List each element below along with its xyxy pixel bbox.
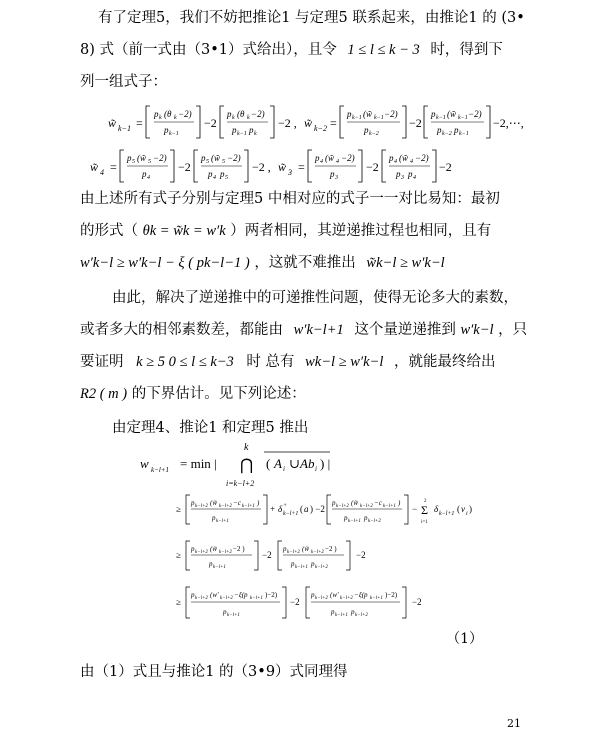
svg-text:3: 3 bbox=[335, 175, 338, 181]
svg-text:4: 4 bbox=[100, 168, 104, 177]
svg-text:k: k bbox=[254, 131, 257, 137]
svg-text:p: p bbox=[142, 169, 147, 179]
svg-text:k−l+1: k−l+1 bbox=[227, 613, 240, 618]
svg-text:p: p bbox=[127, 153, 132, 163]
svg-text:(: ( bbox=[266, 456, 271, 471]
text-line-11 bbox=[80, 352, 495, 372]
svg-text:−2: −2 bbox=[204, 116, 217, 130]
svg-text:p: p bbox=[232, 125, 237, 135]
svg-text:4: 4 bbox=[394, 159, 397, 165]
svg-text:(w̃: (w̃ bbox=[211, 153, 220, 163]
svg-text:−2): −2) bbox=[468, 109, 482, 119]
svg-text:k−l+2: k−l+2 bbox=[195, 550, 208, 555]
svg-text:k−l+1: k−l+1 bbox=[383, 504, 396, 509]
inline-math-w-ineq: wk−l ≥ w′k−l bbox=[305, 354, 384, 370]
svg-text:Ab: Ab bbox=[300, 456, 315, 471]
svg-text:k−l+2: k−l+2 bbox=[336, 504, 349, 509]
inline-math-w-prime-2: w′k−l bbox=[460, 322, 494, 338]
formula-row-1 bbox=[108, 100, 528, 144]
svg-text:(θ: (θ bbox=[164, 109, 172, 119]
svg-text:p: p bbox=[437, 125, 442, 135]
svg-text:k−l+1: k−l+1 bbox=[335, 613, 348, 618]
svg-text:−2 ,: −2 , bbox=[278, 116, 297, 130]
svg-text:3: 3 bbox=[401, 175, 404, 181]
text-line-7 bbox=[80, 221, 491, 241]
svg-text:k−l+1: k−l+1 bbox=[213, 565, 226, 570]
text-line-13: 由定理4、推论1 和定理5 推出 bbox=[112, 420, 309, 436]
svg-text:a: a bbox=[304, 504, 309, 514]
svg-text:−2: −2 bbox=[412, 597, 422, 607]
svg-text:p: p bbox=[209, 560, 213, 568]
svg-text:k−1: k−1 bbox=[352, 115, 362, 121]
text-line-6: 由上述所有式子分别与定理5 中相对应的式子一一对比易知：最初 bbox=[80, 191, 500, 207]
svg-text:(w̃: (w̃ bbox=[325, 153, 334, 163]
text-line-11-c: ，就能最终给出 bbox=[393, 354, 496, 370]
svg-text:4: 4 bbox=[336, 159, 339, 165]
svg-text:k−1: k−1 bbox=[237, 131, 247, 137]
svg-text:p: p bbox=[164, 125, 169, 135]
formula-inequality-3 bbox=[176, 584, 476, 622]
svg-text:−2: −2 bbox=[366, 160, 379, 174]
svg-text:k−1: k−1 bbox=[459, 131, 469, 137]
svg-text:k−2: k−2 bbox=[369, 131, 379, 137]
svg-text:k−l+2: k−l+2 bbox=[287, 550, 300, 555]
svg-text:(w̃: (w̃ bbox=[302, 545, 309, 553]
svg-text:k: k bbox=[247, 115, 250, 121]
svg-text:= min |: = min | bbox=[180, 456, 217, 471]
svg-text:−2): −2) bbox=[227, 153, 241, 163]
svg-text:(w̃: (w̃ bbox=[447, 109, 456, 119]
svg-text:k−l+1: k−l+1 bbox=[151, 466, 169, 474]
svg-text:k−l+2: k−l+2 bbox=[195, 596, 208, 601]
svg-text:=: = bbox=[330, 116, 337, 130]
svg-text:−ξ(p: −ξ(p bbox=[234, 591, 248, 599]
svg-text:δ: δ bbox=[278, 504, 283, 514]
svg-text:≥: ≥ bbox=[176, 504, 181, 514]
svg-text:=: = bbox=[110, 160, 117, 174]
equation-number: （1） bbox=[446, 631, 483, 647]
svg-text:−2: −2 bbox=[439, 160, 452, 174]
svg-text:k−1: k−1 bbox=[374, 115, 384, 121]
svg-text:p: p bbox=[191, 545, 195, 553]
svg-text:k−1: k−1 bbox=[458, 115, 468, 121]
svg-text:δ: δ bbox=[434, 504, 439, 514]
svg-text:i=k−l+2: i=k−l+2 bbox=[226, 479, 255, 488]
svg-text:k−l+1: k−l+1 bbox=[370, 596, 383, 601]
svg-text:2: 2 bbox=[424, 499, 427, 504]
svg-text:w: w bbox=[140, 456, 149, 471]
svg-text:p: p bbox=[347, 109, 352, 119]
text-line-8-a: ，这就不难推出 bbox=[254, 255, 356, 271]
svg-text:k−l+2: k−l+2 bbox=[311, 550, 324, 555]
inline-math-w-prime: w′k−l+1 bbox=[293, 322, 344, 338]
text-line-14: 由（1）式且与推论1 的（3•9）式同理得 bbox=[80, 664, 348, 680]
svg-text:p: p bbox=[330, 169, 335, 179]
text-line-2-b: 时，得到下 bbox=[430, 42, 503, 58]
svg-text:p: p bbox=[249, 125, 254, 135]
text-line-10-b: 这个量逆递推到 bbox=[354, 322, 456, 338]
svg-text:) |: ) | bbox=[320, 456, 331, 471]
svg-text:p: p bbox=[201, 153, 206, 163]
svg-text:): ) bbox=[398, 499, 401, 507]
svg-text:p: p bbox=[332, 499, 336, 507]
svg-text:−2): −2) bbox=[415, 153, 429, 163]
svg-text:) −2: ) −2 bbox=[310, 504, 325, 514]
svg-text:≥: ≥ bbox=[176, 550, 181, 560]
svg-text:5: 5 bbox=[206, 159, 209, 165]
svg-text:k−l+2: k−l+2 bbox=[340, 596, 353, 601]
svg-text:k−l+2: k−l+2 bbox=[355, 613, 368, 618]
svg-text:w̃: w̃ bbox=[278, 160, 287, 174]
svg-text:p: p bbox=[454, 125, 459, 135]
svg-text:−2 ,: −2 , bbox=[252, 160, 271, 174]
inline-math-r2: R2 ( m ) bbox=[80, 386, 128, 402]
svg-text:⋂: ⋂ bbox=[240, 457, 254, 474]
svg-text:(w̃: (w̃ bbox=[210, 545, 217, 553]
svg-text:−c: −c bbox=[374, 499, 382, 507]
svg-text:p: p bbox=[291, 560, 295, 568]
svg-text:p: p bbox=[351, 608, 355, 616]
svg-text:−2: −2 bbox=[178, 160, 191, 174]
svg-text:p: p bbox=[364, 514, 368, 522]
svg-text:(w̃: (w̃ bbox=[137, 153, 146, 163]
svg-text:)−2): )−2) bbox=[265, 591, 278, 599]
text-line-3: 列一组式子： bbox=[80, 74, 167, 90]
text-line-8 bbox=[80, 253, 445, 273]
svg-text:=: = bbox=[298, 160, 305, 174]
svg-text:p: p bbox=[364, 125, 369, 135]
svg-text:4: 4 bbox=[147, 175, 150, 181]
svg-text:Σ: Σ bbox=[421, 503, 428, 517]
svg-text:p: p bbox=[191, 499, 195, 507]
svg-text:)−2): )−2) bbox=[385, 591, 398, 599]
svg-text:w̃: w̃ bbox=[108, 116, 117, 130]
svg-text:−ξ(p: −ξ(p bbox=[354, 591, 368, 599]
svg-text:−2): −2) bbox=[341, 153, 355, 163]
svg-text:k: k bbox=[244, 442, 249, 453]
svg-text:−2): −2) bbox=[153, 153, 167, 163]
svg-text:k−1: k−1 bbox=[436, 115, 446, 121]
svg-text:p: p bbox=[223, 608, 227, 616]
svg-text:i: i bbox=[283, 465, 285, 473]
svg-text:=: = bbox=[136, 116, 143, 130]
svg-text:p: p bbox=[344, 514, 348, 522]
svg-text:p: p bbox=[408, 169, 413, 179]
formula-row-2 bbox=[90, 144, 450, 188]
svg-text:p: p bbox=[227, 109, 232, 119]
svg-text:p: p bbox=[212, 514, 216, 522]
svg-text:k: k bbox=[232, 115, 235, 121]
svg-text:(w̃: (w̃ bbox=[210, 499, 217, 507]
svg-text:−2: −2 bbox=[409, 116, 422, 130]
formula-inequality-1 bbox=[176, 492, 516, 528]
text-line-7-b: ）两者相同，其逆递推过程也相同，且有 bbox=[230, 223, 492, 239]
svg-text:5: 5 bbox=[132, 159, 135, 165]
svg-text:p: p bbox=[396, 169, 401, 179]
text-line-11-a: 要证明 bbox=[80, 354, 124, 370]
svg-text:): ) bbox=[257, 499, 260, 507]
svg-text:≥: ≥ bbox=[176, 597, 181, 607]
text-line-12 bbox=[80, 384, 306, 404]
svg-text:4: 4 bbox=[413, 175, 416, 181]
svg-text:p: p bbox=[311, 560, 315, 568]
svg-text:k−l+2: k−l+2 bbox=[360, 504, 373, 509]
svg-text:p: p bbox=[389, 153, 394, 163]
svg-text:−2): −2) bbox=[384, 109, 398, 119]
svg-text:−2 ): −2 ) bbox=[233, 545, 245, 553]
svg-text:w̃: w̃ bbox=[304, 116, 313, 130]
svg-text:k: k bbox=[174, 115, 177, 121]
svg-text:w̃: w̃ bbox=[90, 160, 99, 174]
svg-text:+: + bbox=[270, 504, 276, 514]
svg-text:i: i bbox=[315, 465, 317, 473]
svg-text:−2: −2 bbox=[356, 550, 366, 560]
text-line-10-a: 或者多大的相邻素数差，都能由 bbox=[80, 322, 283, 338]
svg-text:k−2: k−2 bbox=[442, 131, 452, 137]
svg-text:p: p bbox=[283, 545, 287, 553]
svg-text:p: p bbox=[431, 109, 436, 119]
svg-text:A: A bbox=[274, 456, 282, 471]
svg-text:): ) bbox=[469, 504, 472, 514]
text-line-10-c: ，只 bbox=[498, 322, 528, 338]
svg-text:+: + bbox=[283, 503, 288, 509]
text-line-9: 由此，解决了逆递推中的可递推性问题，使得无论多大的素数， bbox=[112, 290, 518, 306]
svg-text:k−1: k−1 bbox=[169, 131, 179, 137]
svg-text:−2 ): −2 ) bbox=[325, 545, 337, 553]
text-line-7-a: 的形式（ bbox=[80, 223, 138, 239]
svg-text:k−1: k−1 bbox=[118, 124, 131, 133]
svg-text:3: 3 bbox=[288, 168, 292, 177]
svg-text:(w̃: (w̃ bbox=[351, 499, 358, 507]
svg-text:4: 4 bbox=[320, 159, 323, 165]
svg-text:k−l+2: k−l+2 bbox=[315, 565, 328, 570]
svg-text:−2): −2) bbox=[178, 109, 192, 119]
svg-text:(w̃: (w̃ bbox=[363, 109, 372, 119]
svg-text:k−l+2: k−l+2 bbox=[315, 596, 328, 601]
svg-text:k−l+1: k−l+1 bbox=[250, 596, 263, 601]
page-number: 21 bbox=[507, 717, 521, 730]
svg-text:k: k bbox=[159, 115, 162, 121]
svg-text:(θ: (θ bbox=[237, 109, 245, 119]
svg-text:p: p bbox=[208, 169, 213, 179]
svg-text:(: ( bbox=[457, 504, 460, 514]
svg-text:∪: ∪ bbox=[289, 456, 300, 471]
svg-text:k−l+1: k−l+1 bbox=[439, 511, 455, 517]
svg-text:p: p bbox=[331, 608, 335, 616]
svg-text:−c: −c bbox=[233, 499, 241, 507]
text-line-11-b: 时 总有 bbox=[246, 354, 295, 370]
svg-text:k−l+2: k−l+2 bbox=[368, 519, 381, 524]
inline-math-result: w̃k−l ≥ w′k−l bbox=[366, 255, 445, 271]
inline-math-ineq: w′k−l ≥ w′k−l − ξ ( pk−l−1 ) bbox=[80, 255, 250, 271]
svg-text:k−l+2: k−l+2 bbox=[195, 504, 208, 509]
text-line-10 bbox=[80, 320, 527, 340]
svg-text:p: p bbox=[311, 591, 315, 599]
svg-text:k−l+2: k−l+2 bbox=[219, 504, 232, 509]
svg-text:5: 5 bbox=[222, 159, 225, 165]
svg-text:k−l+1: k−l+1 bbox=[295, 565, 308, 570]
svg-text:4: 4 bbox=[410, 159, 413, 165]
svg-text:v: v bbox=[461, 504, 465, 514]
svg-text:−: − bbox=[412, 504, 418, 514]
svg-text:5: 5 bbox=[148, 159, 151, 165]
svg-text:p: p bbox=[154, 109, 159, 119]
text-line-2-a: 8) 式（前一式由（3•1）式给出），且令 bbox=[80, 42, 337, 58]
svg-text:k−l+1: k−l+1 bbox=[283, 511, 299, 517]
svg-text:p: p bbox=[315, 153, 320, 163]
svg-text:−2): −2) bbox=[251, 109, 265, 119]
text-line-1: 有了定理5，我们不妨把推论1 与定理5 联系起来，由推论1 的 (3• bbox=[98, 10, 525, 26]
formula-inequality-2 bbox=[176, 538, 416, 574]
svg-text:(w′: (w′ bbox=[210, 591, 219, 599]
svg-text:5: 5 bbox=[225, 175, 228, 181]
svg-text:−2: −2 bbox=[262, 550, 272, 560]
svg-text:(w̃: (w̃ bbox=[399, 153, 408, 163]
svg-text:(: ( bbox=[300, 504, 303, 514]
svg-text:p: p bbox=[191, 591, 195, 599]
svg-text:p: p bbox=[220, 169, 225, 179]
text-line-2 bbox=[80, 40, 503, 60]
svg-text:k−l+2: k−l+2 bbox=[220, 596, 233, 601]
svg-text:(w′: (w′ bbox=[330, 591, 339, 599]
svg-text:4: 4 bbox=[213, 175, 216, 181]
svg-text:k−l+1: k−l+1 bbox=[216, 519, 229, 524]
svg-text:k−2: k−2 bbox=[314, 124, 327, 133]
svg-text:k−l+1: k−l+1 bbox=[348, 519, 361, 524]
formula-min-intersection bbox=[140, 440, 360, 490]
inline-math-l-range: 1 ≤ l ≤ k − 3 bbox=[347, 42, 420, 58]
svg-text:k−l+2: k−l+2 bbox=[219, 550, 232, 555]
svg-text:k−l+1: k−l+1 bbox=[242, 504, 255, 509]
inline-math-theta: θk = w̃k = w′k bbox=[142, 223, 226, 239]
svg-text:−2,⋯,: −2,⋯, bbox=[493, 116, 524, 130]
svg-text:i=1: i=1 bbox=[421, 520, 428, 525]
text-line-12-a: 的下界估计。见下列论述： bbox=[131, 386, 306, 402]
inline-math-cond: k ≥ 5 0 ≤ l ≤ k−3 bbox=[136, 354, 234, 370]
svg-text:−2: −2 bbox=[290, 597, 300, 607]
svg-text:i: i bbox=[466, 511, 468, 517]
